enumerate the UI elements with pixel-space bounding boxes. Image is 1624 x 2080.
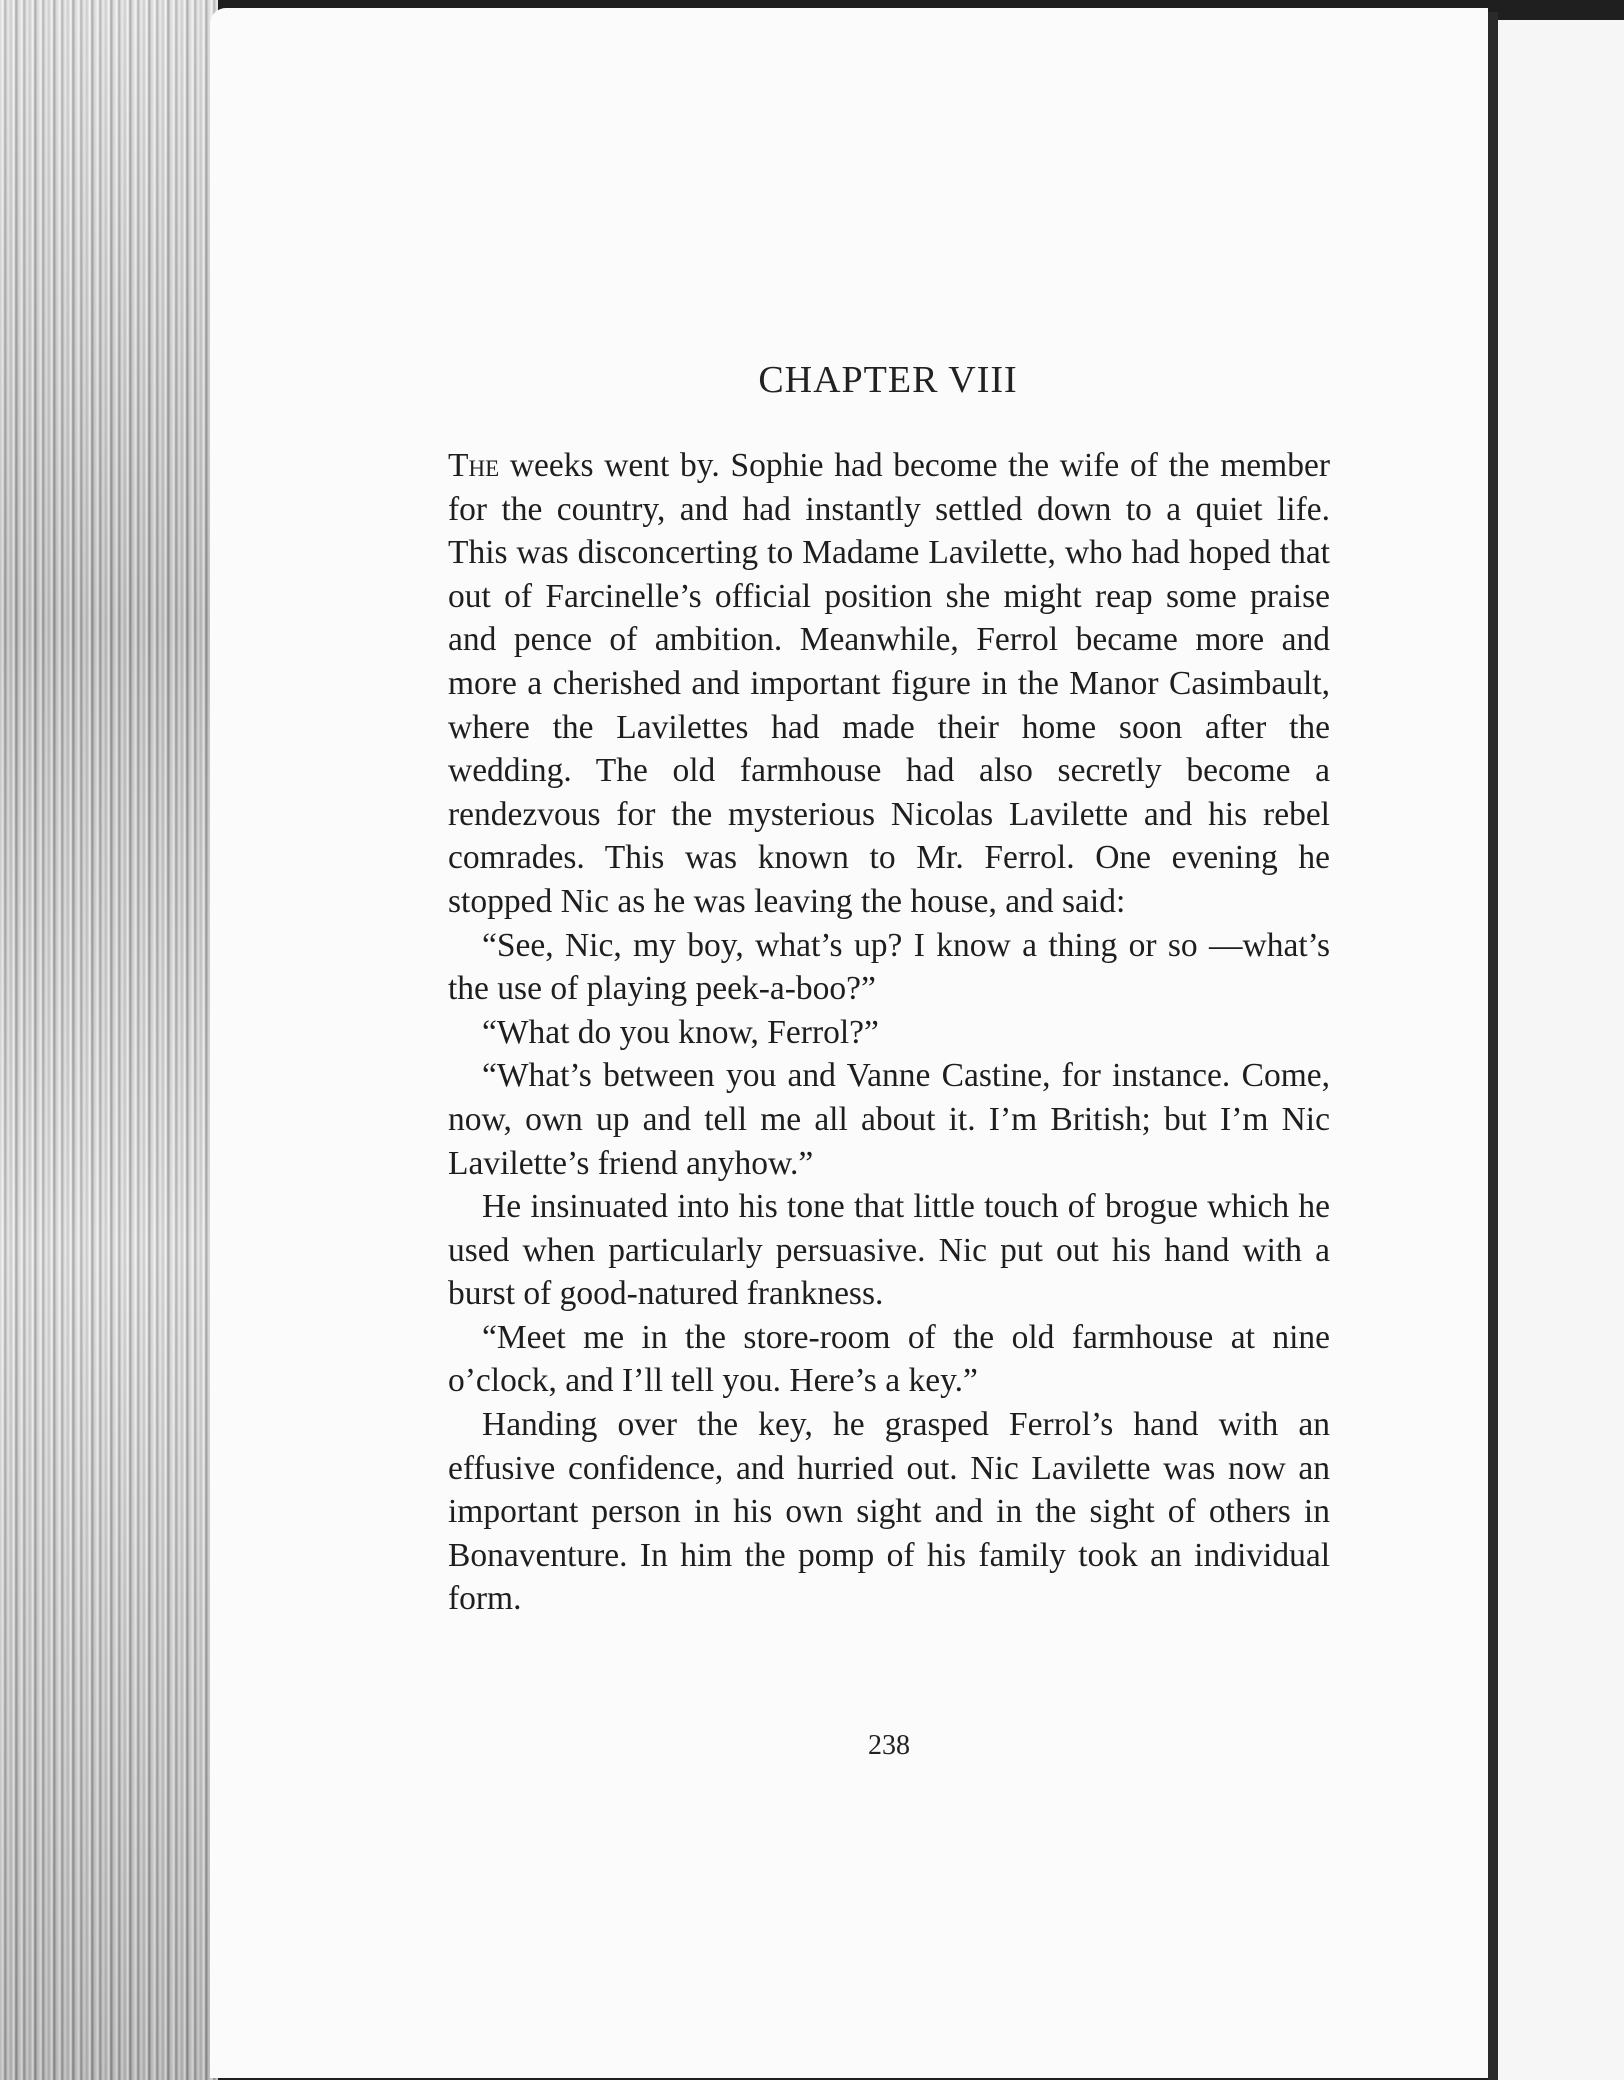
facing-page-edge <box>1498 20 1624 2080</box>
paragraph: “What’s between you and Vanne Castine, for instance. Come, now, own up and tell me all about it. I’m British; but I’m Nic Lavilette’s friend anyhow.” <box>448 1057 1330 1182</box>
chapter-title: CHAPTER VIII <box>758 359 1018 401</box>
paragraph: Handing over the key, he grasped Ferrol’s hand with an effusive confidence, and hurried out. Nic Lavilette was now an important person in his own sight and in the sight of others in Bonaventure. In him the pomp of his family took an individual form. <box>448 1406 1330 1618</box>
opening-paragraph <box>448 444 1330 924</box>
paragraph: “Meet me in the store-room of the old farmhouse at nine o’clock, and I’ll tell you. Here’s a key.” <box>448 1318 1330 1400</box>
book-gutter <box>1488 12 1498 2080</box>
opening-paragraph-text: weeks went by. Sophie had become the wife of the member for the country, and had instantly settled down to a quiet life. This was disconcerting to Madame Lavilette, who had hoped that out of Farcinelle’s official position she might reap some praise and pence of ambition. Meanwhile, Ferrol became more and more a cherished and important figure in the Manor Casimbault, where the Lavilettes had made their home soon after the wedding. The old farmhouse had also secretly become a rendezvous for the mysterious Nicolas Lavilette and his rebel comrades. This was known to Mr. Ferrol. One evening he stopped Nic as he was leaving the house, and said: <box>448 447 1330 920</box>
opening-small-caps: The <box>448 447 500 484</box>
chapter-body <box>448 444 1330 1621</box>
paragraph: He insinuated into his tone that little touch of brogue which he used when particularly persuasive. Nic put out his hand with a burst of good-natured frankness. <box>448 1188 1330 1313</box>
book-page-edges <box>0 0 218 2080</box>
paragraph: “What do you know, Ferrol?” <box>482 1013 879 1051</box>
paragraph: “See, Nic, my boy, what’s up? I know a thing or so —what’s the use of playing peek-a-boo?” <box>448 926 1330 1008</box>
page-number: 238 <box>868 1730 910 1761</box>
